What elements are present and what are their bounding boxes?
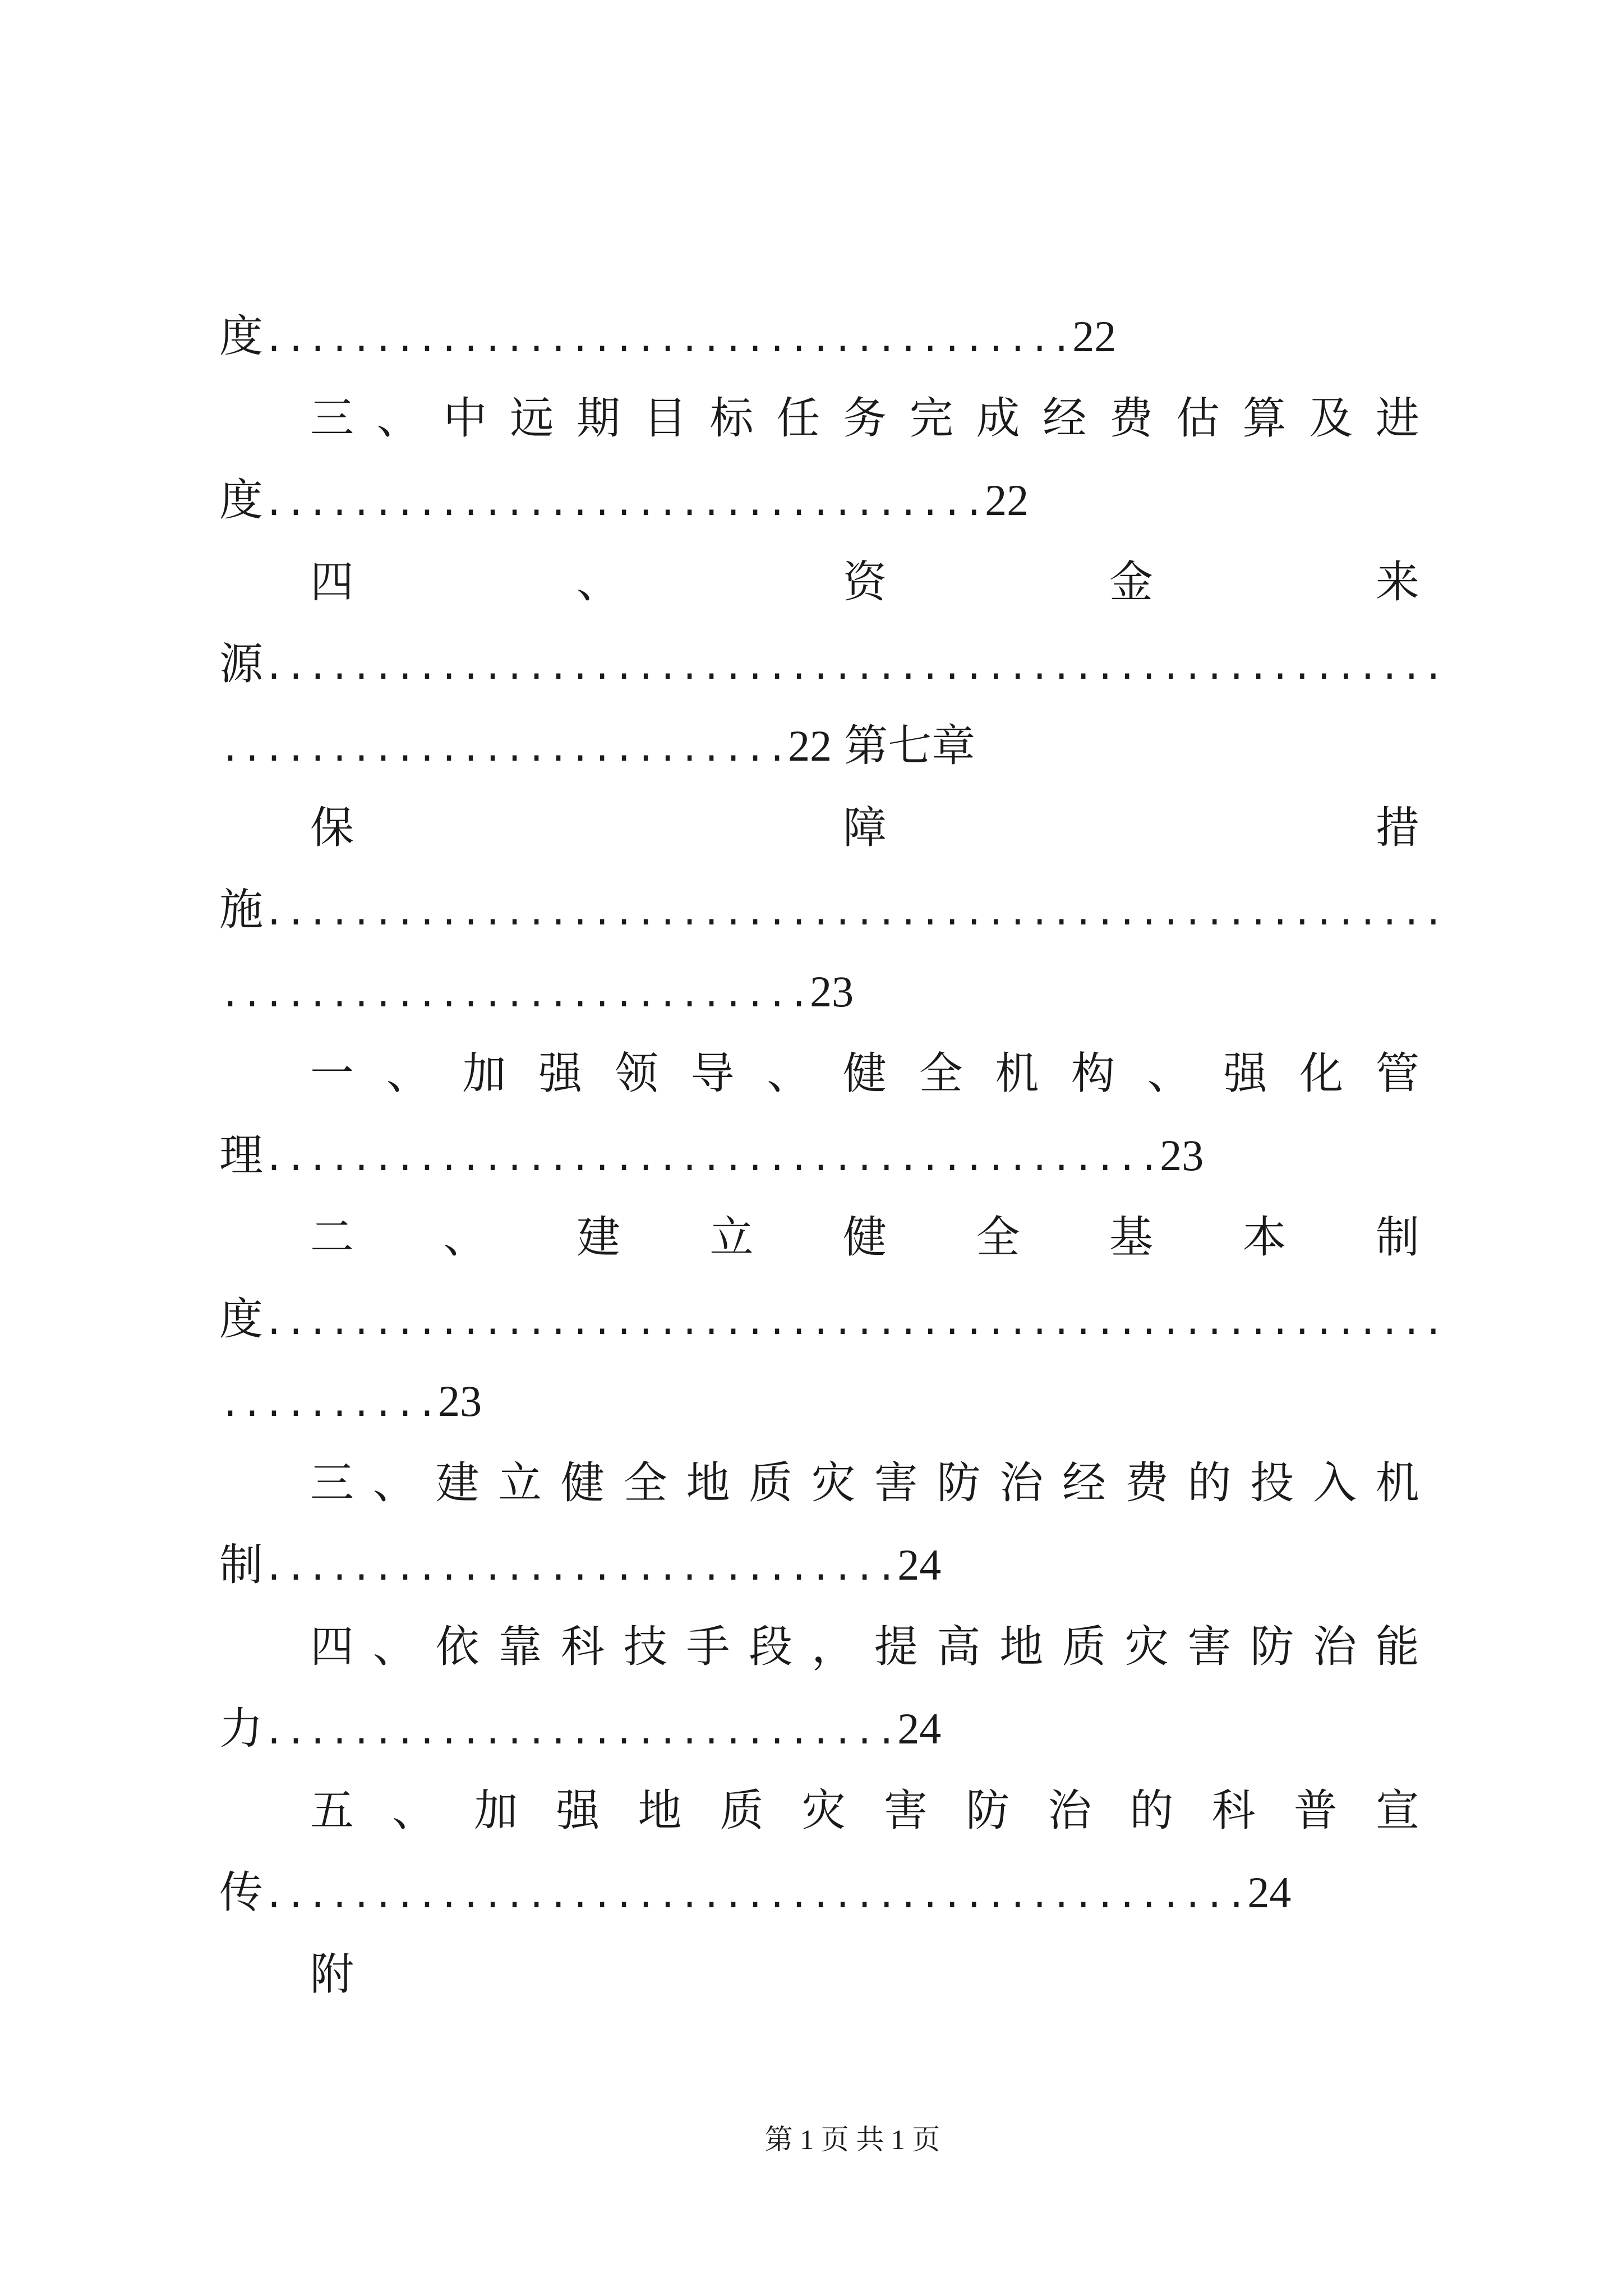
toc-char: 加	[462, 1048, 506, 1099]
toc-entry-text: 度	[219, 311, 264, 362]
toc-line	[0, 869, 1623, 951]
toc-char: 治	[1048, 1786, 1092, 1836]
toc-char: 制	[1376, 1212, 1420, 1263]
toc-char: 中	[443, 393, 487, 444]
toc-char: 、	[767, 1048, 811, 1099]
toc-char: 期	[577, 393, 621, 444]
toc-dot-leader: .............................	[263, 1549, 898, 1591]
toc-char: 投	[1250, 1458, 1294, 1508]
toc-entry-text: 度	[219, 475, 264, 526]
toc-char: 障	[843, 803, 887, 853]
toc-char: 完	[909, 393, 953, 444]
toc-char: 、	[443, 1212, 487, 1263]
toc-page-number: 24	[897, 1540, 942, 1589]
toc-char: 防	[937, 1458, 981, 1508]
toc-char: 全	[919, 1048, 963, 1099]
toc-char: 的	[1187, 1458, 1232, 1508]
toc-char: 经	[1043, 393, 1087, 444]
toc-char: 质	[720, 1786, 764, 1836]
toc-char: 基	[1109, 1212, 1154, 1263]
toc-char: 灾	[1124, 1622, 1169, 1672]
toc-entry-text: 力	[219, 1704, 264, 1754]
toc-char: 成	[976, 393, 1020, 444]
toc-page-number: 22	[788, 721, 832, 770]
toc-line	[0, 1115, 1623, 1197]
toc-entry-heading	[310, 541, 1419, 623]
toc-char: 高	[937, 1622, 981, 1672]
toc-char: 远	[510, 393, 554, 444]
toc-char: 段	[749, 1622, 793, 1672]
toc-char: 导	[690, 1048, 735, 1099]
toc-char: 、	[376, 393, 421, 444]
toc-dot-leader: .........................................	[263, 1140, 1160, 1181]
toc-char: 健	[561, 1458, 605, 1508]
toc-entry-heading: 附	[310, 1949, 354, 2000]
toc-char: 宣	[1375, 1786, 1419, 1836]
toc-char: 全	[976, 1212, 1020, 1263]
toc-line	[0, 1688, 1623, 1770]
toc-char: 管	[1375, 1048, 1419, 1099]
toc-char: 机	[995, 1048, 1039, 1099]
toc-char: 害	[883, 1786, 928, 1836]
toc-char: 金	[1109, 557, 1154, 608]
toc-entry-heading	[310, 1606, 1419, 1688]
toc-char: 害	[1187, 1622, 1232, 1672]
toc-char: 立	[498, 1458, 542, 1508]
toc-char: 治	[1313, 1622, 1357, 1672]
toc-entry-text: 施	[219, 885, 264, 935]
toc-char: 能	[1375, 1622, 1419, 1672]
toc-char: 科	[1211, 1786, 1256, 1836]
toc-dot-leader: .............................	[263, 1713, 898, 1755]
toc-char: 保	[310, 803, 354, 853]
toc-char: 进	[1376, 393, 1420, 444]
toc-char: 立	[709, 1212, 754, 1263]
toc-char: 地	[686, 1458, 730, 1508]
toc-char: 灾	[801, 1786, 846, 1836]
toc-page-number: 22	[985, 476, 1029, 524]
toc-line	[0, 1360, 1623, 1442]
toc-char: 治	[999, 1458, 1044, 1508]
toc-dot-leader: .................................	[263, 485, 985, 526]
toc-entry-heading	[310, 787, 1419, 869]
toc-dot-leader: .....................................	[263, 321, 1073, 362]
toc-char: 依	[435, 1622, 479, 1672]
toc-char: 、	[372, 1622, 417, 1672]
toc-char: 、	[1147, 1048, 1191, 1099]
toc-char: 二	[310, 1212, 354, 1263]
toc-char: 手	[686, 1622, 730, 1672]
toc-char: 、	[392, 1786, 436, 1836]
toc-entry-heading	[310, 1770, 1419, 1852]
toc-char: 四	[310, 557, 354, 608]
toc-char: 加	[474, 1786, 518, 1836]
toc-entry-heading	[310, 1442, 1419, 1524]
toc-char: 任	[776, 393, 820, 444]
toc-char: 质	[749, 1458, 793, 1508]
toc-char: 、	[577, 557, 621, 608]
toc-page-number: 22	[1072, 312, 1117, 361]
toc-char: 本	[1242, 1212, 1287, 1263]
toc-entry-text: 制	[219, 1540, 264, 1590]
toc-char: 强	[538, 1048, 583, 1099]
page-footer: 第 1 页 共 1 页	[764, 2124, 940, 2155]
toc-line	[0, 951, 1623, 1033]
toc-char: 灾	[811, 1458, 856, 1508]
toc-char: 提	[874, 1622, 918, 1672]
toc-char: 地	[999, 1622, 1044, 1672]
toc-char: 领	[614, 1048, 658, 1099]
toc-char: 、	[372, 1458, 417, 1508]
toc-char: 四	[310, 1622, 354, 1672]
toc-char: 健	[842, 1048, 887, 1099]
toc-char: 费	[1109, 393, 1154, 444]
toc-line	[0, 1524, 1623, 1606]
toc-char: 机	[1375, 1458, 1419, 1508]
toc-page-number: 24	[897, 1704, 942, 1753]
toc-char: 及	[1309, 393, 1353, 444]
toc-entry-text: 度	[219, 1294, 264, 1345]
toc-char: 防	[1250, 1622, 1294, 1672]
toc-char: 来	[1376, 557, 1420, 608]
toc-char: 强	[1223, 1048, 1267, 1099]
toc-char: 估	[1175, 393, 1220, 444]
table-of-contents	[0, 296, 1623, 2016]
toc-page-number: 23	[1160, 1131, 1204, 1180]
toc-dot-leader: ......................................................	[263, 1304, 1445, 1345]
toc-entry-heading	[310, 1197, 1419, 1278]
toc-char: 化	[1299, 1048, 1344, 1099]
toc-char: 建	[435, 1458, 479, 1508]
toc-dot-leader: ...........................	[219, 976, 810, 1018]
toc-page-number: 24	[1247, 1868, 1292, 1917]
toc-char: 经	[1062, 1458, 1106, 1508]
toc-entry-heading	[310, 378, 1419, 459]
toc-char: 科	[561, 1622, 605, 1672]
toc-char: 、	[386, 1048, 430, 1099]
toc-char: 务	[843, 393, 887, 444]
toc-char: 地	[638, 1786, 682, 1836]
toc-entry-heading	[310, 1033, 1419, 1115]
toc-entry-text: 理	[219, 1130, 264, 1181]
toc-line	[0, 1852, 1623, 1934]
toc-char: 三	[310, 393, 354, 444]
toc-chapter-heading: 第七章	[844, 721, 976, 771]
toc-page-number: 23	[438, 1377, 482, 1425]
toc-line	[0, 623, 1623, 705]
toc-line	[0, 1278, 1623, 1360]
toc-char: 五	[310, 1786, 354, 1836]
toc-char: 资	[843, 557, 887, 608]
toc-char: 防	[966, 1786, 1010, 1836]
toc-char: 全	[623, 1458, 667, 1508]
toc-char: 技	[623, 1622, 667, 1672]
toc-char: 健	[843, 1212, 887, 1263]
toc-char: 费	[1124, 1458, 1169, 1508]
toc-dot-leader: ..........................	[219, 730, 789, 772]
toc-line	[0, 705, 1623, 787]
toc-char: 靠	[498, 1622, 542, 1672]
toc-char: 构	[1071, 1048, 1115, 1099]
toc-line	[0, 296, 1623, 378]
toc-char: 的	[1129, 1786, 1174, 1836]
toc-char: 建	[577, 1212, 621, 1263]
toc-dot-leader: ......................................................	[263, 894, 1445, 936]
toc-char: 算	[1242, 393, 1287, 444]
toc-char: 害	[874, 1458, 918, 1508]
toc-char: 一	[310, 1048, 354, 1099]
toc-char: 强	[556, 1786, 600, 1836]
toc-char: 质	[1062, 1622, 1106, 1672]
toc-dot-leader: ......................................................	[263, 648, 1445, 690]
toc-char: 标	[709, 393, 754, 444]
toc-char: 普	[1293, 1786, 1338, 1836]
toc-entry-text: 源	[219, 639, 264, 689]
toc-page-number: 23	[810, 967, 854, 1016]
toc-char: 目	[643, 393, 687, 444]
toc-char: 措	[1376, 803, 1420, 853]
toc-entry-text: 传	[219, 1867, 264, 1918]
toc-char: 入	[1313, 1458, 1357, 1508]
toc-line	[0, 459, 1623, 541]
toc-dot-leader: ..........	[219, 1386, 439, 1427]
toc-dot-leader: .............................................	[263, 1877, 1248, 1918]
toc-char: 三	[310, 1458, 354, 1508]
toc-char: ，	[811, 1622, 856, 1672]
